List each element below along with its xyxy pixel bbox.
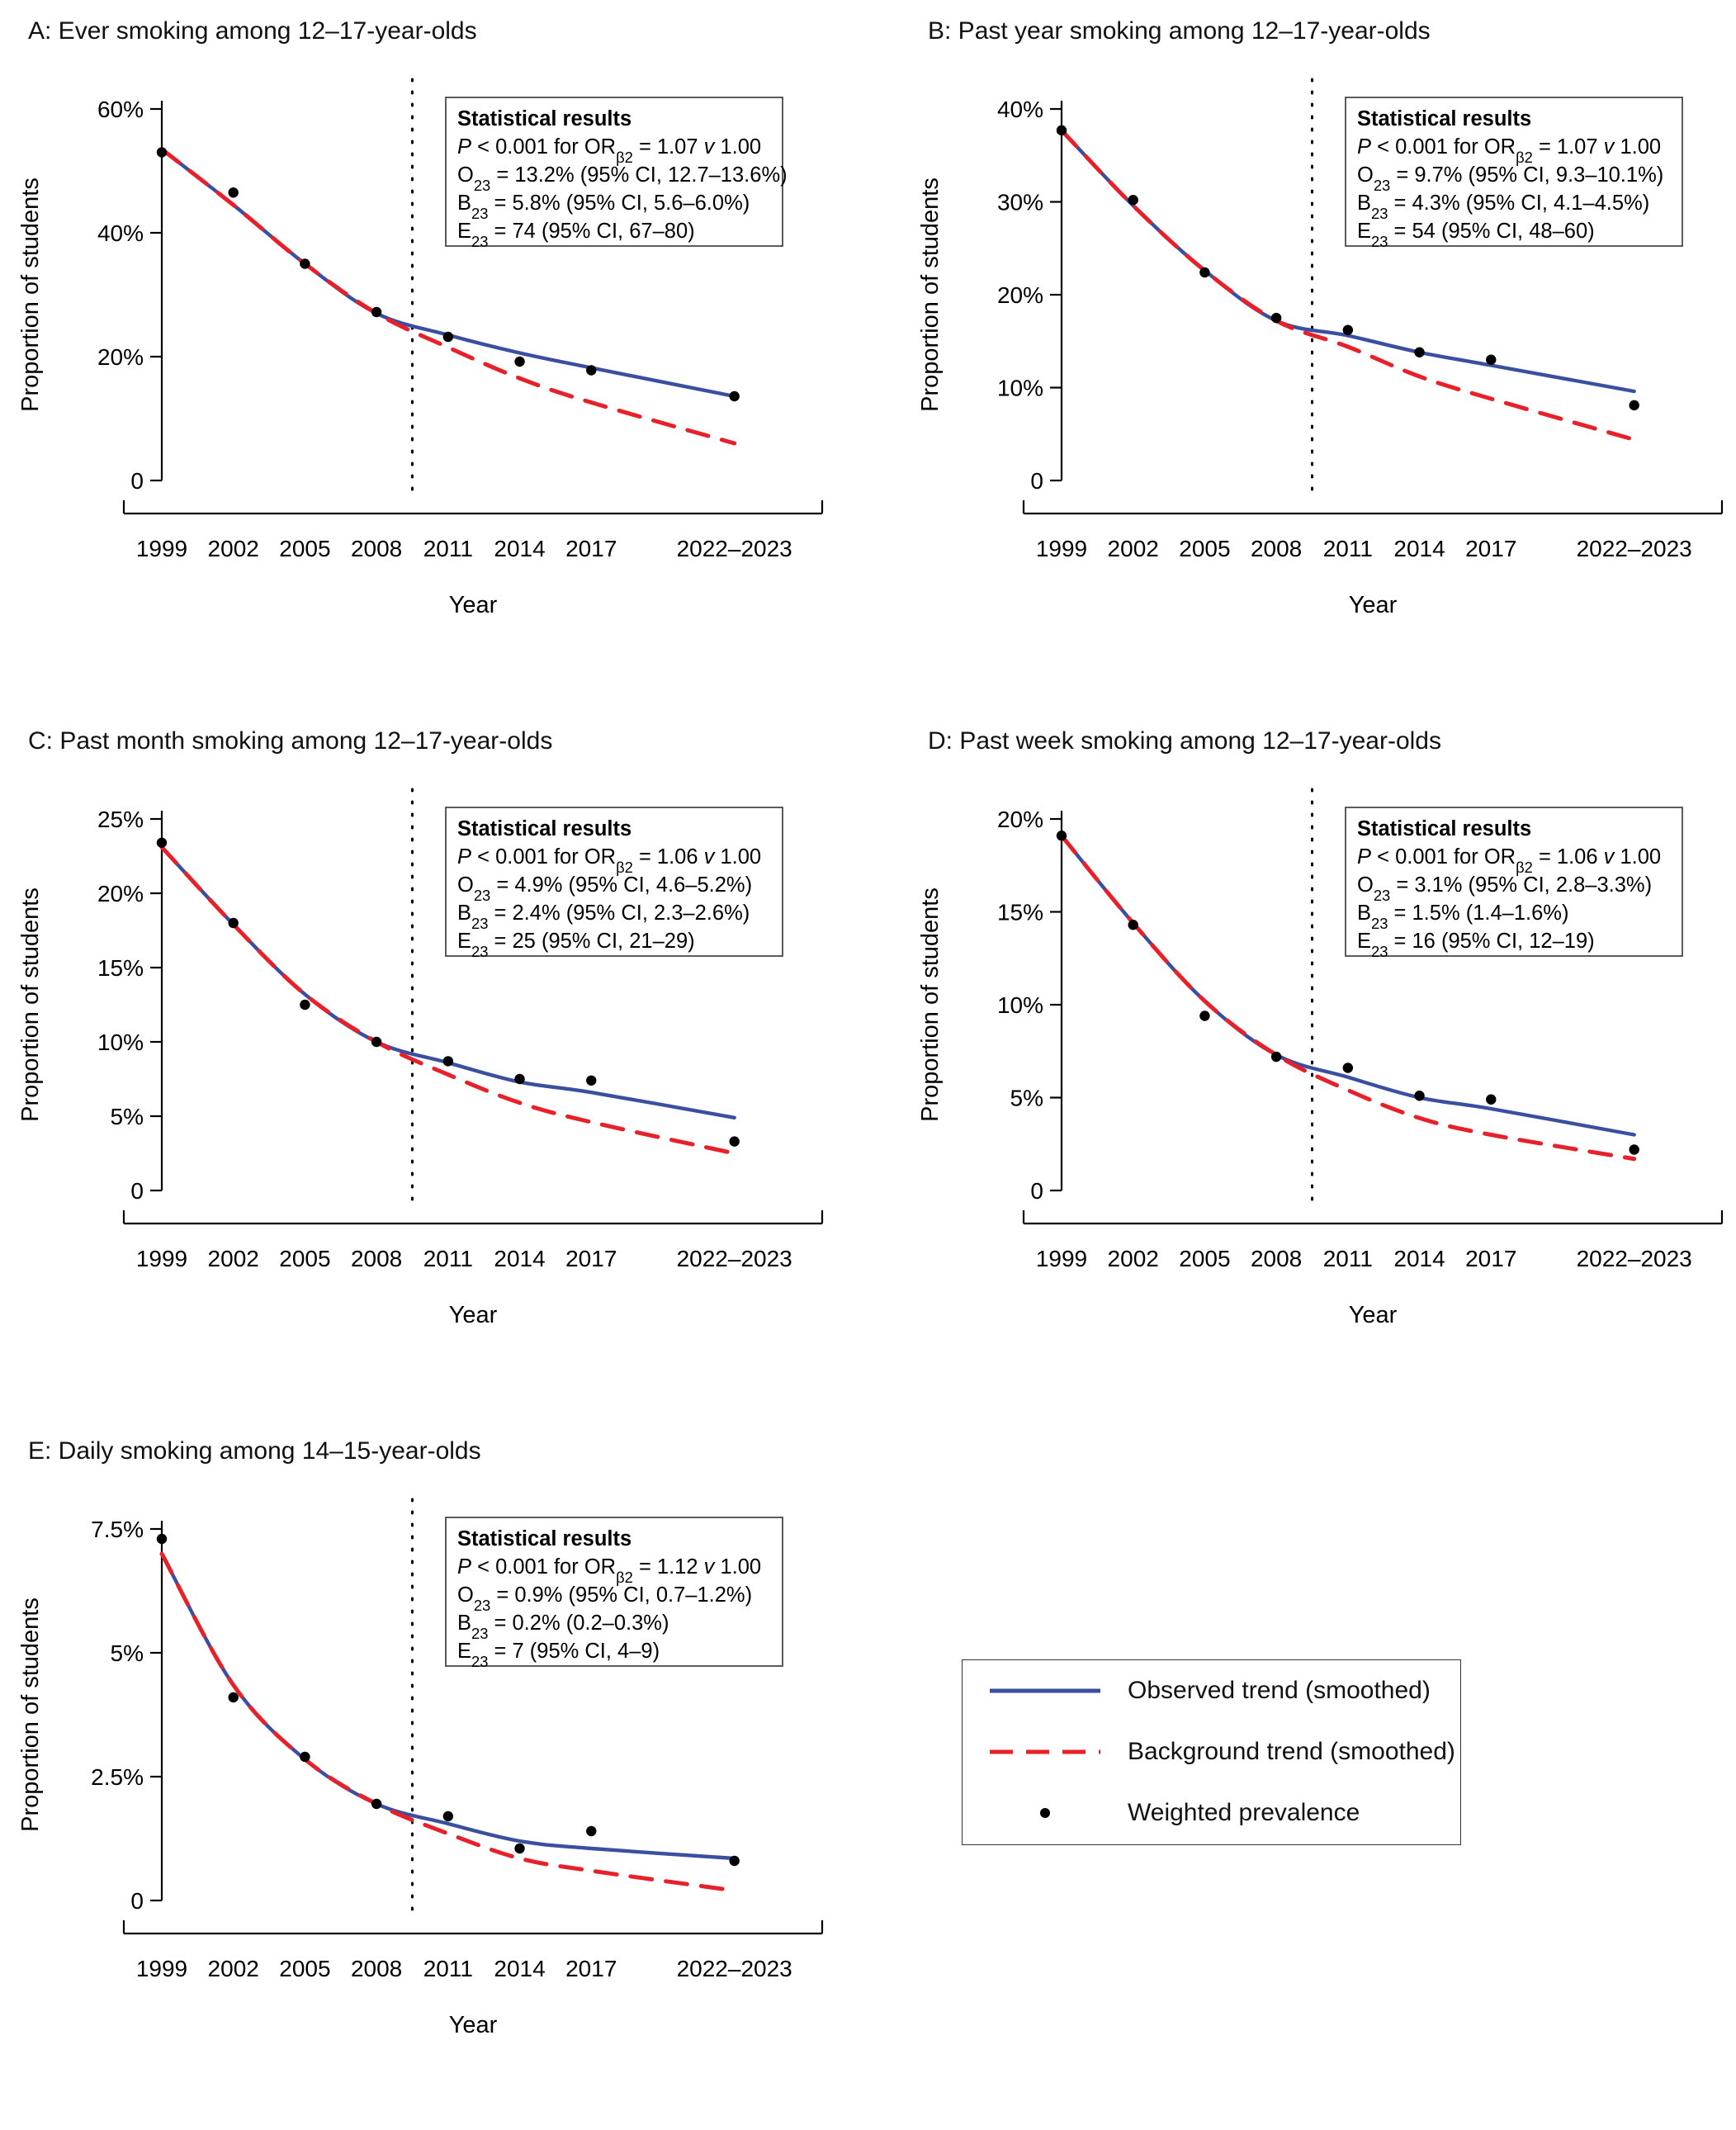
chart-a: [0, 51, 825, 687]
stats-box-a: [446, 97, 788, 250]
weighted-prevalence-point: [1199, 267, 1209, 277]
x-axis-title: Year: [1348, 592, 1398, 618]
weighted-prevalence-point: [443, 332, 453, 342]
panel-c-title: C: Past month smoking among 12–17-year-olds: [28, 727, 553, 755]
weighted-prevalence-point: [514, 1074, 524, 1084]
y-tick-label: 20%: [97, 344, 144, 370]
x-tick-label: 2017: [1465, 1246, 1517, 1271]
svg-text:P < 0.001 for ORβ2 = 1.06 v 1.: P < 0.001 for $OR_{\beta 2} = 1.06$ v 1.00: [1357, 845, 1662, 876]
x-tick-label: 2008: [1250, 536, 1303, 561]
y-tick-label: 15%: [996, 899, 1043, 925]
x-tick-label: 2014: [1393, 536, 1445, 561]
weighted-prevalence-point: [586, 1076, 596, 1086]
y-tick-label: 5%: [110, 1104, 144, 1129]
stats-box-c: [446, 807, 783, 960]
x-tick-label: 2022–2023: [676, 536, 792, 561]
x-tick-label: 1999: [135, 1956, 188, 1981]
y-tick-label: 5%: [1010, 1085, 1043, 1111]
panel-d-title: D: Past week smoking among 12–17-year-olds: [928, 727, 1441, 755]
x-tick-label: 2014: [494, 536, 546, 561]
x-tick-label: 1999: [1035, 1246, 1088, 1271]
svg-text:O23 = 13.2% (95% CI, 12.7–13.6: $O_{23} = 13.2\%$ (95% CI, 12.7–13.6%): [457, 163, 788, 194]
x-tick-label: 2011: [1322, 536, 1373, 561]
weighted-prevalence-point: [1629, 1144, 1639, 1154]
weighted-prevalence-point: [1629, 400, 1639, 410]
x-tick-label: 2022–2023: [676, 1246, 792, 1271]
svg-text:O23 = 4.9% (95% CI, 4.6–5.2%): $O_{23} = 4.9\%$ (95% CI, 4.6–5.2%): [457, 873, 753, 904]
svg-text:B23 = 2.4% (95% CI, 2.3–2.6%): $B_{23} = 2.4\%$ (95% CI, 2.3–2.6%): [457, 902, 750, 932]
weighted-prevalence-point: [443, 1056, 453, 1066]
weighted-prevalence-point: [1414, 348, 1424, 357]
x-tick-label: 2008: [350, 1956, 403, 1981]
x-tick-label: 2011: [423, 536, 473, 561]
svg-text:E23 = 54 (95% CI, 48–60): $E_{23} = 54$ (95% CI, 48–60): [1357, 220, 1595, 250]
y-tick-label: 0: [130, 1888, 144, 1914]
y-tick-label: 20%: [97, 881, 144, 906]
x-tick-label: 1999: [135, 1246, 188, 1271]
x-tick-label: 2002: [207, 1246, 259, 1271]
legend-item-prevalence: [963, 1782, 1460, 1844]
svg-text:Statistical results: Statistical results: [457, 107, 632, 130]
svg-text:B23 = 4.3% (95% CI, 4.1–4.5%): $B_{23} = 4.3\%$ (95% CI, 4.1–4.5%): [1357, 192, 1650, 222]
x-tick-label: 2011: [1322, 1246, 1373, 1271]
panel-b: [900, 17, 1736, 710]
panel-e-title: E: Daily smoking among 14–15-year-olds: [28, 1437, 481, 1465]
panel-e-plot: [0, 1471, 825, 2107]
weighted-prevalence-point: [729, 1856, 739, 1866]
weighted-prevalence-point: [1343, 325, 1353, 335]
x-tick-label: 2014: [494, 1246, 546, 1271]
x-tick-label: 2005: [1179, 1246, 1231, 1271]
dashed-red-line-icon: [963, 1744, 1128, 1760]
weighted-prevalence-point: [586, 365, 596, 375]
x-tick-label: 2017: [565, 1956, 617, 1981]
x-axis-title: Year: [1348, 1302, 1398, 1328]
stats-box-d: [1346, 807, 1682, 960]
svg-text:Statistical results: Statistical results: [1357, 817, 1532, 840]
panel-c-plot: [0, 761, 825, 1397]
y-tick-label: 0: [130, 468, 144, 494]
x-tick-label: 2005: [279, 1956, 331, 1981]
weighted-prevalence-point: [157, 838, 167, 848]
svg-text:Statistical results: Statistical results: [1357, 107, 1532, 130]
panel-b-title: B: Past year smoking among 12–17-year-olds: [928, 17, 1431, 45]
legend-label-observed: Observed trend (smoothed): [1128, 1677, 1431, 1704]
svg-text:O23 = 9.7% (95% CI, 9.3–10.1%): $O_{23} = 9.7\%$ (95% CI, 9.3–10.1%): [1357, 163, 1664, 194]
y-tick-label: 20%: [996, 282, 1043, 308]
y-tick-label: 20%: [996, 807, 1043, 832]
weighted-prevalence-point: [157, 1534, 167, 1544]
solid-blue-line-icon: [963, 1683, 1128, 1699]
y-tick-label: 15%: [97, 955, 144, 981]
y-tick-label: 0: [1030, 468, 1043, 494]
legend-item-observed: [963, 1660, 1460, 1721]
weighted-prevalence-point: [157, 147, 167, 157]
y-axis-title: Proportion of students: [17, 888, 44, 1122]
chart-e: [0, 1471, 825, 2107]
x-tick-label: 2014: [494, 1956, 546, 1981]
svg-text:Statistical results: Statistical results: [457, 817, 632, 840]
svg-text:E23 = 16 (95% CI, 12–19): $E_{23} = 16$ (95% CI, 12–19): [1357, 930, 1595, 960]
weighted-prevalence-point: [1486, 355, 1496, 365]
panel-d: [900, 727, 1736, 1420]
svg-text:P < 0.001 for ORβ2 = 1.07 v 1.: P < 0.001 for $OR_{\beta 2} = 1.07$ v 1.00: [1357, 135, 1662, 166]
x-tick-label: 2008: [350, 536, 403, 561]
weighted-prevalence-point: [229, 187, 239, 197]
panel-c: [0, 727, 859, 1420]
panel-a-plot: [0, 51, 825, 687]
y-tick-label: 10%: [996, 992, 1043, 1018]
x-tick-label: 2011: [423, 1246, 473, 1271]
svg-text:E23 = 25 (95% CI, 21–29): $E_{23} = 25$ (95% CI, 21–29): [457, 930, 695, 960]
weighted-prevalence-point: [1414, 1091, 1424, 1100]
x-tick-label: 2017: [1465, 536, 1517, 561]
y-tick-label: 0: [130, 1178, 144, 1204]
svg-text:P < 0.001 for ORβ2 = 1.06 v 1.: P < 0.001 for $OR_{\beta 2} = 1.06$ v 1.00: [457, 845, 762, 876]
y-axis-title: Proportion of students: [917, 888, 944, 1122]
weighted-prevalence-point: [1271, 313, 1281, 323]
svg-text:O23 = 0.9% (95% CI, 0.7–1.2%): $O_{23} = 0.9\%$ (95% CI, 0.7–1.2%): [457, 1583, 753, 1614]
x-tick-label: 2002: [1107, 536, 1159, 561]
weighted-prevalence-point: [229, 1692, 239, 1702]
weighted-prevalence-point: [1343, 1063, 1353, 1072]
chart-d: [900, 761, 1725, 1397]
stats-box-b: [1346, 97, 1682, 250]
panel-a: [0, 17, 859, 710]
weighted-prevalence-point: [371, 1037, 381, 1047]
x-axis-title: Year: [448, 2012, 498, 2038]
svg-text:P < 0.001 for ORβ2 = 1.07 v 1.: P < 0.001 for $OR_{\beta 2} = 1.07$ v 1.00: [457, 135, 762, 166]
y-tick-label: 7.5%: [91, 1517, 144, 1542]
weighted-prevalence-point: [371, 1799, 381, 1809]
legend: [962, 1659, 1461, 1845]
weighted-prevalence-point: [1128, 195, 1138, 205]
x-tick-label: 2005: [1179, 536, 1231, 561]
x-axis-title: Year: [448, 1302, 498, 1328]
svg-text:O23 = 3.1% (95% CI, 2.8–3.3%): $O_{23} = 3.1\%$ (95% CI, 2.8–3.3%): [1357, 873, 1653, 904]
panel-a-title: A: Ever smoking among 12–17-year-olds: [28, 17, 477, 45]
svg-text:B23 = 5.8% (95% CI, 5.6–6.0%): $B_{23} = 5.8\%$ (95% CI, 5.6–6.0%): [457, 192, 750, 222]
x-tick-label: 2008: [1250, 1246, 1303, 1271]
x-tick-label: 2017: [565, 536, 617, 561]
svg-text:E23 = 74 (95% CI, 67–80): $E_{23} = 74$ (95% CI, 67–80): [457, 220, 695, 250]
y-tick-label: 0: [1030, 1178, 1043, 1204]
y-tick-label: 30%: [996, 189, 1043, 215]
panel-d-plot: [900, 761, 1725, 1397]
x-tick-label: 2014: [1393, 1246, 1445, 1271]
x-tick-label: 1999: [1035, 536, 1088, 561]
weighted-prevalence-point: [1128, 920, 1138, 930]
legend-item-background: [963, 1721, 1460, 1782]
x-tick-label: 2022–2023: [1576, 536, 1692, 561]
x-tick-label: 2008: [350, 1246, 403, 1271]
weighted-prevalence-point: [514, 1844, 524, 1853]
weighted-prevalence-point: [1199, 1011, 1209, 1020]
y-tick-label: 40%: [996, 97, 1043, 122]
weighted-prevalence-point: [371, 307, 381, 317]
x-tick-label: 2002: [207, 536, 259, 561]
weighted-prevalence-point: [300, 1752, 310, 1762]
legend-label-background: Background trend (smoothed): [1128, 1738, 1455, 1765]
stats-box-e: [446, 1517, 783, 1670]
x-tick-label: 2005: [279, 1246, 331, 1271]
svg-text:Statistical results: Statistical results: [457, 1527, 632, 1550]
y-tick-label: 10%: [996, 375, 1043, 401]
weighted-prevalence-point: [729, 1136, 739, 1146]
weighted-prevalence-point: [1486, 1095, 1496, 1105]
black-dot-icon: [963, 1805, 1128, 1821]
weighted-prevalence-point: [586, 1826, 596, 1836]
chart-b: [900, 51, 1725, 687]
x-tick-label: 2017: [565, 1246, 617, 1271]
y-axis-title: Proportion of students: [17, 1598, 44, 1832]
weighted-prevalence-point: [729, 391, 739, 401]
chart-c: [0, 761, 825, 1397]
y-tick-label: 2.5%: [91, 1764, 144, 1790]
x-tick-label: 2022–2023: [1576, 1246, 1692, 1271]
weighted-prevalence-point: [1057, 831, 1067, 840]
weighted-prevalence-point: [514, 357, 524, 367]
weighted-prevalence-point: [1057, 125, 1067, 135]
weighted-prevalence-point: [229, 918, 239, 928]
svg-text:B23 = 1.5% (1.4–1.6%): $B_{23} = 1.5\%$ (1.4–1.6%): [1357, 902, 1569, 932]
y-tick-label: 25%: [97, 807, 144, 832]
svg-text:P < 0.001 for ORβ2 = 1.12 v 1.: P < 0.001 for $OR_{\beta 2} = 1.12$ v 1.00: [457, 1555, 762, 1586]
x-tick-label: 1999: [135, 536, 188, 561]
x-tick-label: 2005: [279, 536, 331, 561]
weighted-prevalence-point: [1271, 1052, 1281, 1062]
svg-text:E23 = 7 (95% CI, 4–9): $E_{23} = 7$ (95% CI, 4–9): [457, 1640, 660, 1670]
weighted-prevalence-point: [443, 1811, 453, 1821]
x-axis-title: Year: [448, 592, 498, 618]
panel-b-plot: [900, 51, 1725, 687]
y-axis-title: Proportion of students: [17, 178, 44, 412]
y-axis-title: Proportion of students: [917, 178, 944, 412]
svg-text:B23 = 0.2% (0.2–0.3%): $B_{23} = 0.2\%$ (0.2–0.3%): [457, 1612, 669, 1642]
x-tick-label: 2022–2023: [676, 1956, 792, 1981]
y-tick-label: 10%: [97, 1030, 144, 1055]
x-tick-label: 2002: [207, 1956, 259, 1981]
y-tick-label: 5%: [110, 1640, 144, 1666]
legend-label-prevalence: Weighted prevalence: [1128, 1799, 1360, 1826]
panel-e: [0, 1437, 859, 2130]
x-tick-label: 2011: [423, 1956, 473, 1981]
x-tick-label: 2002: [1107, 1246, 1159, 1271]
weighted-prevalence-point: [300, 1000, 310, 1010]
weighted-prevalence-point: [300, 258, 310, 268]
y-tick-label: 60%: [97, 97, 144, 122]
y-tick-label: 40%: [97, 220, 144, 246]
